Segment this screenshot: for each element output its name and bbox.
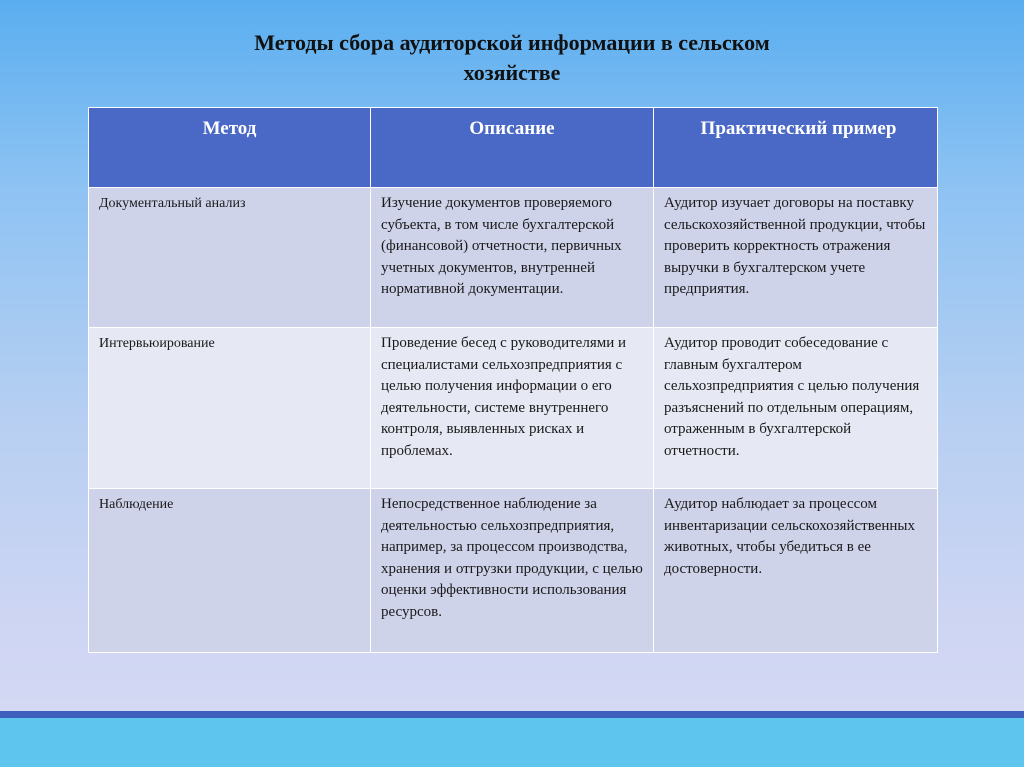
example-cell: Аудитор наблюдает за процессом инвентаризации сельскохозяйственных животных, чтобы убедиться в ее достоверности.	[654, 489, 938, 653]
slide-title	[0, 28, 1024, 88]
slide-title-line-2: хозяйстве	[463, 60, 561, 85]
slide-title-line-1: Методы сбора аудиторской информации в сельском	[254, 30, 770, 55]
column-header-description: Описание	[371, 108, 654, 188]
table-header-row	[89, 108, 938, 188]
footer-band	[0, 711, 1024, 767]
table-body	[89, 188, 938, 653]
description-cell: Проведение бесед с руководителями и специалистами сельхозпредприятия с целью получения информации о его деятельности, системе внутреннего контроля, выявленных рисках и проблемах.	[371, 328, 654, 489]
description-cell: Непосредственное наблюдение за деятельностью сельхозпредприятия, например, за процессом производства, хранения и отгрузки продукции, с целью оценки эффективности использования ресурсов.	[371, 489, 654, 653]
methods-table	[88, 107, 938, 653]
table-row	[89, 489, 938, 653]
method-cell: Документальный анализ	[89, 188, 371, 328]
table-header	[89, 108, 938, 188]
example-cell: Аудитор проводит собеседование с главным бухгалтером сельхозпредприятия с целью получения разъяснений по отдельным операциям, отраженным в бухгалтерской отчетности.	[654, 328, 938, 489]
example-cell: Аудитор изучает договоры на поставку сельскохозяйственной продукции, чтобы проверить корректность отражения выручки в бухгалтерском учете предприятия.	[654, 188, 938, 328]
method-cell: Наблюдение	[89, 489, 371, 653]
table-row	[89, 188, 938, 328]
description-cell: Изучение документов проверяемого субъекта, в том числе бухгалтерской (финансовой) отчетности, первичных учетных документов, внутренней нормативной документации.	[371, 188, 654, 328]
column-header-example: Практический пример	[654, 108, 938, 188]
column-header-method: Метод	[89, 108, 371, 188]
footer-stripe	[0, 711, 1024, 718]
table-row	[89, 328, 938, 489]
method-cell: Интервьюирование	[89, 328, 371, 489]
